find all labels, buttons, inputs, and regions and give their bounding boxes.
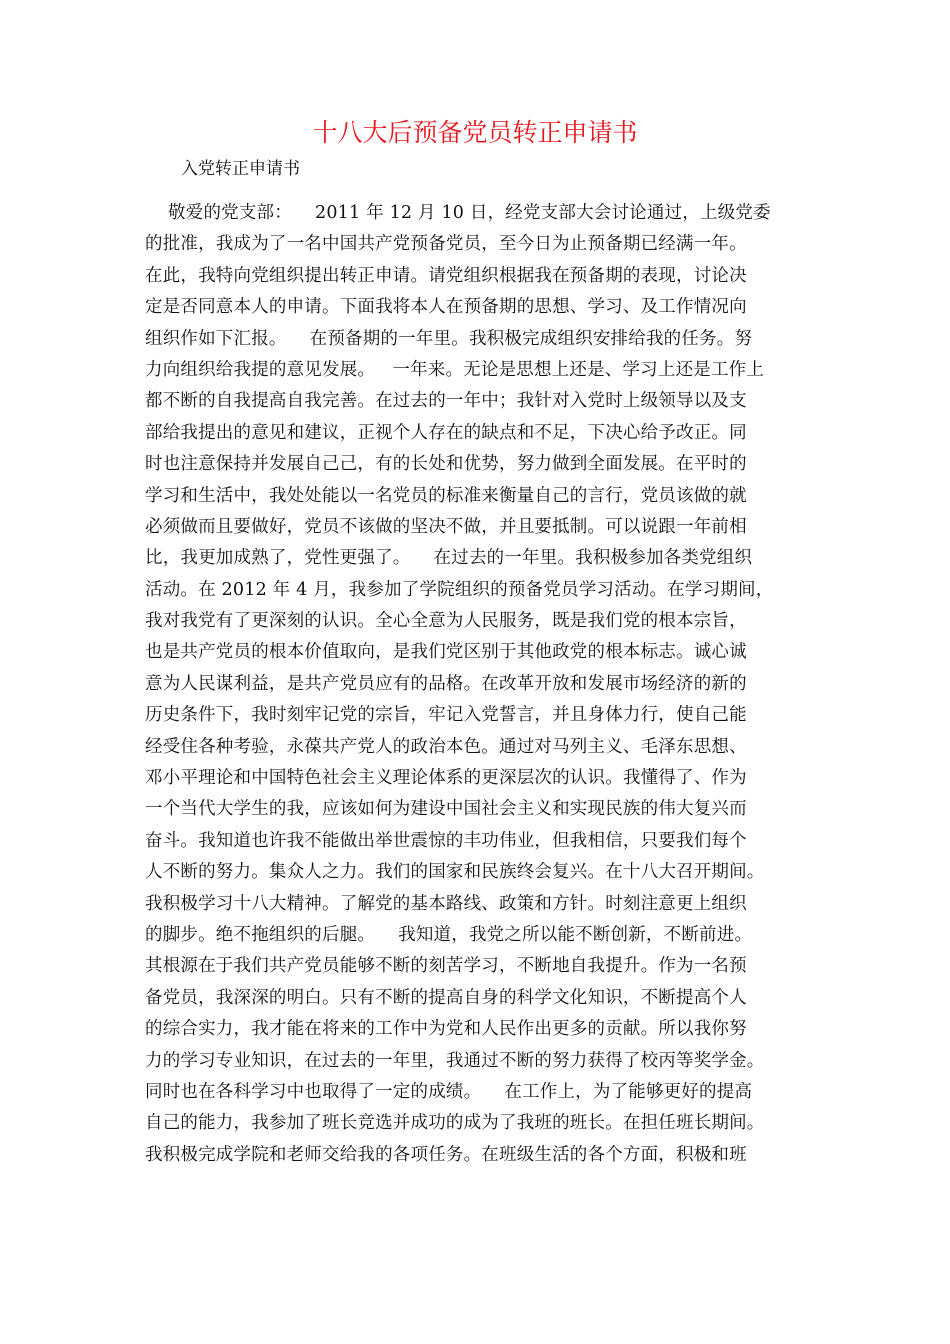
- body-line: 时也注意保持并发展自己己，有的长处和优势，努力做到全面发展。在平时的: [145, 454, 747, 475]
- body-line: 的脚步。绝不拖组织的后腿。 我知道，我党之所以能不断创新，不断前进。: [145, 924, 753, 945]
- document-subtitle: 入党转正申请书: [181, 159, 300, 179]
- body-line: 我对我党有了更深刻的认识。全心全意为人民服务，既是我们党的根本宗旨，: [145, 611, 747, 632]
- body-line: 的综合实力，我才能在将来的工作中为党和人民作出更多的贡献。所以我你努: [145, 1019, 747, 1040]
- body-line: 我积极学习十八大精神。了解党的基本路线、政策和方针。时刻注意更上组织: [145, 893, 747, 914]
- body-line: 也是共产党员的根本价值取向，是我们党区别于其他政党的根本标志。诚心诚: [145, 642, 747, 663]
- body-line: 定是否同意本人的申请。下面我将本人在预备期的思想、学习、及工作情况向: [145, 297, 747, 318]
- body-line: 敬爱的党支部： 2011 年 12 月 10 日，经党支部大会讨论通过，上级党委: [145, 203, 771, 223]
- body-line: 经受住各种考验，永葆共产党人的政治本色。通过对马列主义、毛泽东思想、: [145, 736, 747, 757]
- body-line: 必须做而且要做好，党员不该做的坚决不做，并且要抵制。可以说跟一年前相: [145, 516, 747, 537]
- body-line: 我积极完成学院和老师交给我的各项任务。在班级生活的各个方面，积极和班: [145, 1144, 747, 1165]
- document-title: 十八大后预备党员转正申请书: [312, 118, 638, 147]
- body-line: 活动。在 2012 年 4 月，我参加了学院组织的预备党员学习活动。在学习期间，: [145, 579, 774, 600]
- body-line: 人不断的努力。集众人之力。我们的国家和民族终会复兴。在十八大召开期间。: [145, 862, 765, 883]
- body-line: 力向组织给我提的意见发展。 一年来。无论是思想上还是、学习上还是工作上: [145, 359, 765, 380]
- body-line: 意为人民谋利益，是共产党员应有的品格。在改革开放和发展市场经济的新的: [145, 673, 747, 694]
- body-line: 部给我提出的意见和建议，正视个人存在的缺点和不足，下决心给予改正。同: [145, 422, 747, 443]
- body-line: 都不断的自我提高自我完善。在过去的一年中；我针对入党时上级领导以及支: [145, 391, 747, 412]
- body-line: 力的学习专业知识，在过去的一年里，我通过不断的努力获得了校丙等奖学金。: [145, 1050, 765, 1071]
- document-body: [145, 198, 805, 1171]
- body-line: 自己的能力，我参加了班长竞选并成功的成为了我班的班长。在担任班长期间。: [145, 1113, 765, 1134]
- body-line: 在此，我特向党组织提出转正申请。请党组织根据我在预备期的表现，讨论决: [145, 265, 747, 286]
- body-line: 其根源在于我们共产党员能够不断的刻苦学习，不断地自我提升。作为一名预: [145, 956, 747, 977]
- body-line: 奋斗。我知道也许我不能做出举世震惊的丰功伟业，但我相信，只要我们每个: [145, 830, 747, 851]
- body-line: 同时也在各科学习中也取得了一定的成绩。 在工作上，为了能够更好的提高: [145, 1081, 753, 1102]
- body-line: 的批准，我成为了一名中国共产党预备党员，至今日为止预备期已经满一年。: [145, 234, 747, 255]
- body-line: 历史条件下，我时刻牢记党的宗旨，牢记入党誓言，并且身体力行，使自己能: [145, 705, 747, 726]
- body-line: 比，我更加成熟了，党性更强了。 在过去的一年里。我积极参加各类党组织: [145, 548, 753, 569]
- body-line: 学习和生活中，我处处能以一名党员的标准来衡量自己的言行，党员该做的就: [145, 485, 747, 506]
- body-line: 邓小平理论和中国特色社会主义理论体系的更深层次的认识。我懂得了、作为: [145, 768, 747, 789]
- body-line: 组织作如下汇报。 在预备期的一年里。我积极完成组织安排给我的任务。努: [145, 328, 753, 349]
- body-line: 备党员，我深深的明白。只有不断的提高自身的科学文化知识，不断提高个人: [145, 987, 747, 1008]
- body-line: 一个当代大学生的我，应该如何为建设中国社会主义和实现民族的伟大复兴而: [145, 799, 747, 820]
